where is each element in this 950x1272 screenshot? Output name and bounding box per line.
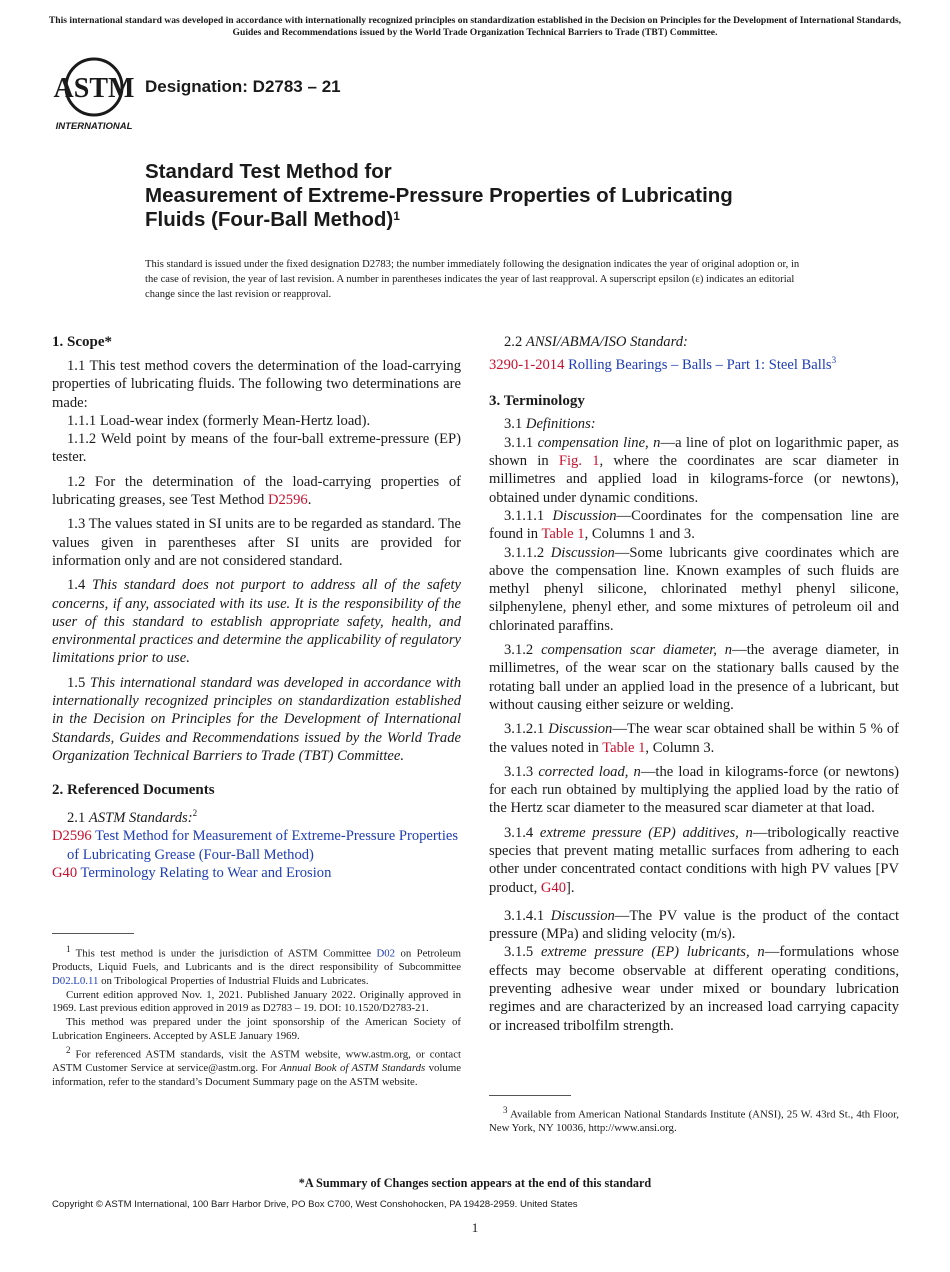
- footnote-2: $^2$ For referenced ASTM standards, visit the ASTM website, www.astm.org, or contact ASTM Customer Service at service@astm.org. For Annual Book of ASTM Standards volume information, refer to the standard’s Document Summary page on the ASTM website.: [52, 1044, 462, 1088]
- document-title: [145, 160, 845, 232]
- right-column: [489, 333, 899, 1035]
- logo-letters: ASTM: [53, 73, 135, 104]
- issue-statement: This standard is issued under the fixed designation D2783; the number immediately following the designation indicates the year of original adoption or, in the case of revision, the year of last revision. A number in parentheses indicates the year of last reapproval. A superscript epsilon (ε) indicates an editorial change since the last revision or reapproval.: [145, 259, 800, 300]
- def-3-1-1: 3.1.1 compensation line, n—a line of plot on logarithmic paper, as shown in Fig. 1, where the coordinates are scar diameter in millimetres and applied load in kilograms-force (or newtons), obtained under dynamic conditions.: [489, 434, 900, 506]
- logo-subtext: INTERNATIONAL: [55, 121, 133, 132]
- d02-link[interactable]: D02: [376, 947, 396, 960]
- section-1-3: 1.3 The values stated in SI units are to be regarded as standard. The values given in parentheses after SI units are provided for information only and are not considered standard.: [52, 516, 461, 569]
- footnote-rule-left: [52, 933, 134, 934]
- section-3-1: 3.1 Definitions:: [504, 416, 596, 433]
- fig-1-link[interactable]: Fig. 1: [558, 453, 600, 470]
- def-3-1-2-1: 3.1.2.1 Discussion—The wear scar obtained shall be within 5 % of the values noted in Table 1, Column 3.: [489, 721, 899, 756]
- copyright: Copyright © ASTM International, 100 Barr Harbor Drive, PO Box C700, West Conshohocken, PA 19428-2959. United States: [52, 1199, 578, 1210]
- ref-iso-3290[interactable]: 3290-1-2014 Rolling Bearings – Balls – Part 1: Steel Balls$^3$: [489, 355, 837, 374]
- table-1-link[interactable]: Table 1: [541, 526, 585, 543]
- left-column: [52, 333, 461, 882]
- d02-l0-11-link[interactable]: D02.L0.11: [52, 975, 99, 987]
- footnotes-right: [489, 1104, 899, 1136]
- footnotes-left: [52, 943, 461, 1089]
- def-3-1-5: 3.1.5 extreme pressure (EP) lubricants, n—formulations whose effects may become observable at different operating conditions, preventing adhesive wear under mixed or boundary lubrication regimes and are characterized by an increased load carrying capacity or increased tribolfilm strength.: [489, 944, 899, 1034]
- section-1-1-2: 1.1.2 Weld point by means of the four-ball extreme-pressure (EP) tester.: [52, 431, 461, 466]
- d2596-link[interactable]: D2596: [267, 492, 308, 509]
- def-3-1-4-1: 3.1.4.1 Discussion—The PV value is the product of the contact pressure (MPa) and sliding velocity (m/s).: [489, 907, 899, 943]
- def-3-1-2: 3.1.2 compensation scar diameter, n—the average diameter, in millimetres, of the wear scar on the stationary balls caused by the rotating ball under an applied load in the presence of a lubricant, but without causing either seizure or welding.: [489, 642, 899, 713]
- footnote-1: $^1$ This test method is under the jurisdiction of ASTM Committee D02 on Petroleum Products, Liquid Fuels, and Lubricants and is the direct responsibility of Subcommittee D02.L0.11 on Tribological Properties of Industrial Fluids and Lubricates.: [52, 944, 461, 987]
- ref-d2596[interactable]: D2596 Test Method for Measurement of Extreme-Pressure Properties of Lubricating Grease (Four-Ball Method): [52, 828, 459, 863]
- footnote-1-sponsorship: This method was prepared under the joint sponsorship of the American Society of Lubrication Engineers. Accepted by ASLE January 1969.: [52, 1016, 461, 1042]
- section-1-5: 1.5 This international standard was developed in accordance with internationally recognized principles on standardization established in the Decision on Principles for the Development of International Standards, Guides and Recommendations issued by the World Trade Organization Technical Barriers to Trade (TBT) Committee.: [52, 674, 462, 764]
- footnote-3: $^3$ Available from American National Standards Institute (ANSI), 25 W. 43rd St., 4th Floor, New York, NY 10036, http://www.ansi.org.: [489, 1105, 899, 1135]
- astm-logo: [52, 56, 136, 134]
- def-3-1-1-1: 3.1.1.1 Discussion—Coordinates for the compensation line are found in Table 1, Columns 1 and 3.: [489, 507, 899, 543]
- footnote-rule-right: [489, 1095, 571, 1096]
- designation-label: Designation: D2783: [145, 77, 303, 96]
- terminology-heading: 3. Terminology: [489, 393, 585, 410]
- section-1-4: 1.4 This standard does not purport to address all of the safety concerns, if any, associated with its use. It is the responsibility of the user of this standard to establish appropriate safety, health, and environmental practices and determine the applicability of regulatory limitations prior to use.: [52, 577, 461, 667]
- references-heading: 2. Referenced Documents: [52, 782, 215, 799]
- def-3-1-3: 3.1.3 corrected load, n—the load in kilograms-force (or newtons) for each run obtained by multiplying the applied load by the ratio of the Hertz scar diameter to the measured scar diameter at that load.: [489, 763, 900, 817]
- designation: [145, 77, 341, 97]
- g40-link[interactable]: G40: [540, 879, 567, 896]
- title-footnote-mark: 1: [393, 209, 400, 223]
- ref-g40[interactable]: G40 Terminology Relating to Wear and Erosion: [52, 864, 332, 881]
- title-line-2: Measurement of Extreme-Pressure Properties of Lubricating: [145, 184, 733, 207]
- designation-year: 21: [321, 77, 341, 96]
- section-1-2: 1.2 For the determination of the load-carrying properties of lubricating greases, see Test Method D2596.: [52, 473, 461, 509]
- title-line-1: Standard Test Method for: [145, 160, 392, 183]
- title-line-3: Fluids (Four-Ball Method)$^1$: [145, 208, 400, 231]
- section-2-2: 2.2 ANSI/ABMA/ISO Standard:: [504, 334, 688, 350]
- def-3-1-4: 3.1.4 extreme pressure (EP) additives, n—tribologically reactive species that prevent mating metallic surfaces from adhering to each other under concentrated contact conditions with high PV values [PV product, G40].: [489, 824, 899, 896]
- section-1-1-1: 1.1.1 Load-wear index (formerly Mean-Hertz load).: [67, 412, 371, 429]
- footnote-1-edition: Current edition approved Nov. 1, 2021. Published January 2022. Originally approved in 1969. Last previous edition approved in 2019 as D2783 – 19. DOI: 10.1520/D2783-21.: [52, 988, 461, 1015]
- section-2-1: 2.1 ASTM Standards:$^2$: [67, 808, 198, 827]
- table-1-link-2[interactable]: Table 1: [602, 739, 646, 756]
- tbt-notice: This international standard was developed in accordance with internationally recognized principles on standardization established in the Decision on Principles for the Development of International Standards, Guides and Recommendations issued by the World Trade Organization Technical Barriers to Trade (TBT) Committee.: [48, 15, 902, 38]
- page-number: 1: [471, 1220, 479, 1235]
- def-3-1-1-2: 3.1.1.2 Discussion—Some lubricants give coordinates which are above the compensation line. Known examples of such fluids are methyl phenyl silicone, chlorinated methyl phenyl silicone, silphenylene, phenyl ether, and some mixtures of petroleum oil and chlorinated paraffins.: [489, 544, 899, 634]
- scope-heading: 1. Scope*: [52, 334, 112, 350]
- summary-of-changes-note: *A Summary of Changes section appears at the end of this standard: [298, 1176, 652, 1190]
- section-1-1: 1.1 This test method covers the determination of the load-carrying properties of lubricating fluids. The following two determinations are made:: [52, 358, 461, 411]
- designation-sep: –: [307, 77, 317, 96]
